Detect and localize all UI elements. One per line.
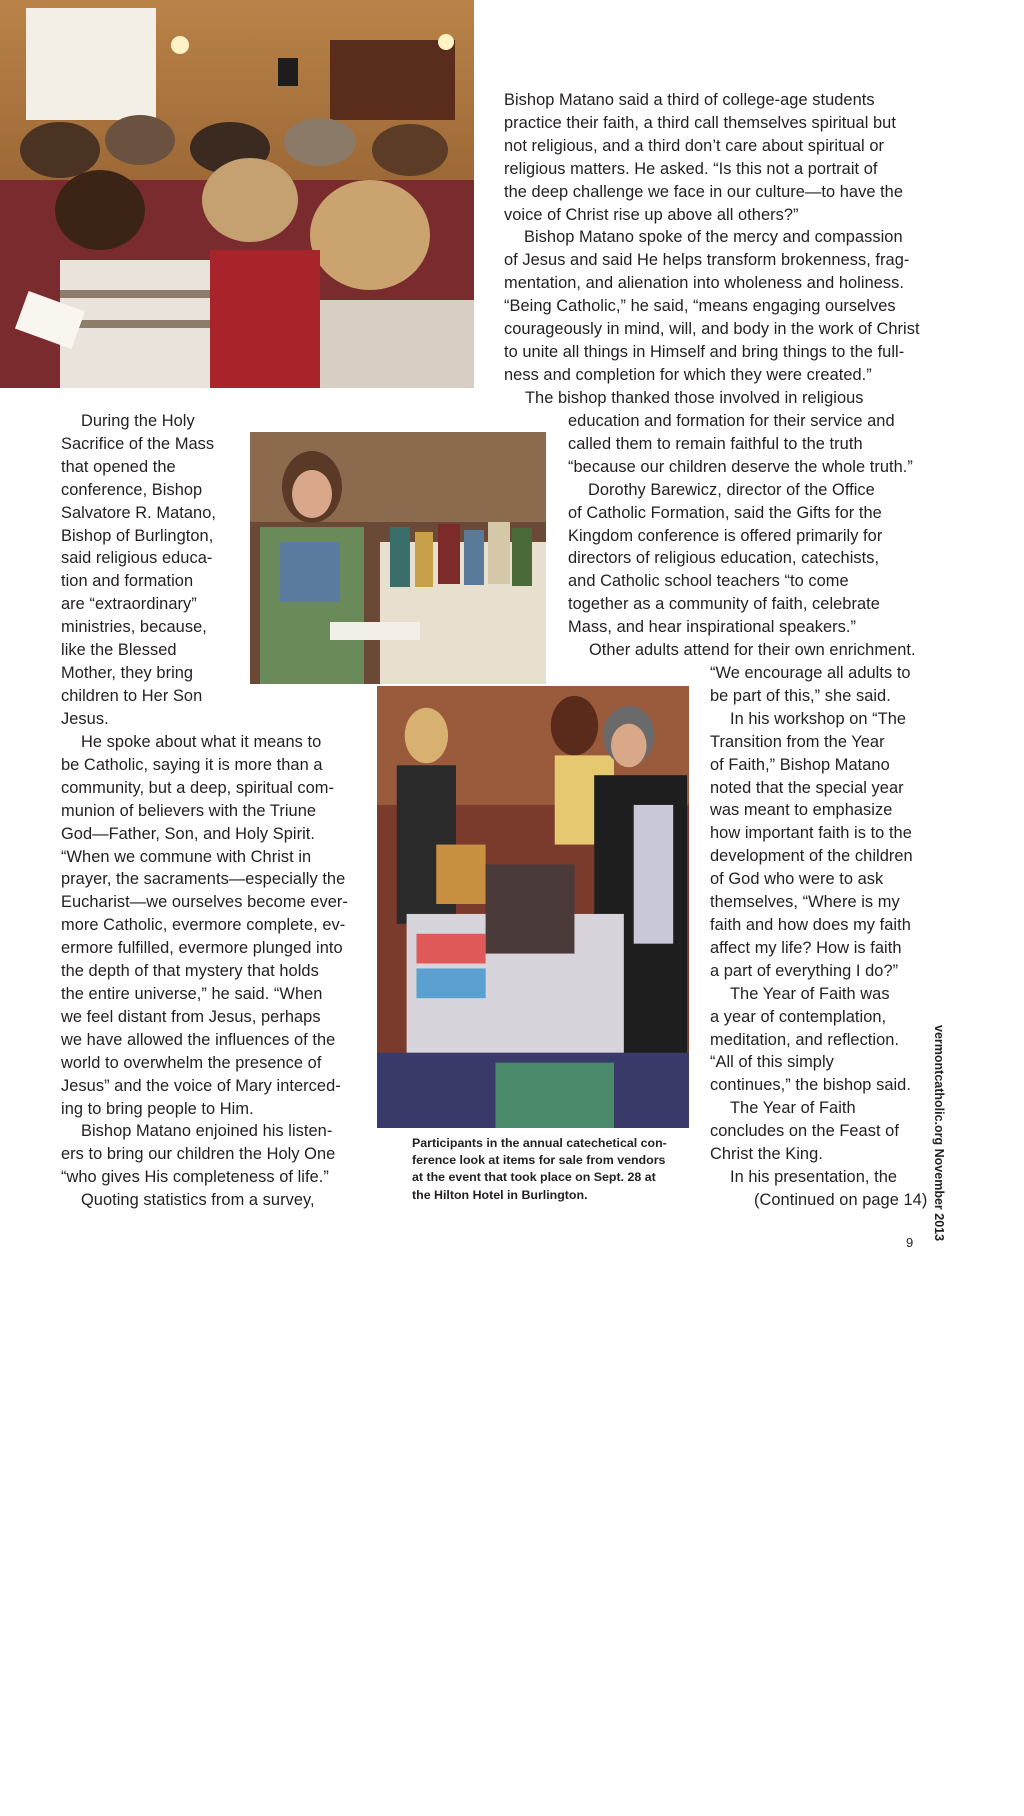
continued-note: (Continued on page 14)	[754, 1190, 928, 1209]
article-right-column-top	[504, 89, 924, 387]
paragraph-line: concludes on the Feast of	[710, 1122, 899, 1141]
article-left-column-bottom	[61, 731, 373, 1212]
paragraph-line: we feel distant from Jesus, perhaps	[61, 1007, 321, 1026]
paragraph-line: voice of Christ rise up above all others?”	[504, 205, 799, 224]
photo-credit: (Photos by Cori Fugere Urban)	[753, 1658, 765, 1816]
paragraph-line: of God who were to ask	[710, 870, 884, 889]
paragraph-line: of Jesus and said He helps transform brokenness, frag-	[504, 251, 910, 270]
article-left-column-top	[61, 410, 251, 731]
paragraph-line: Quoting statistics from a survey,	[81, 1191, 315, 1210]
paragraph-line: to unite all things in Himself and bring things to the full-	[504, 342, 905, 361]
paragraph-line: the deep challenge we face in our culture—to have the	[504, 182, 904, 201]
paragraph-line: prayer, the sacraments—especially the	[61, 870, 346, 889]
paragraph-line: community, but a deep, spiritual com-	[61, 778, 335, 797]
paragraph-line: a year of contemplation,	[710, 1007, 887, 1026]
paragraph-line: together as a community of faith, celebrate	[568, 595, 880, 614]
paragraph-line: “Being Catholic,” he said, “means engaging ourselves	[504, 297, 896, 316]
footer-site-date: vermontcatholic.org November 2013	[932, 1025, 946, 1242]
paragraph-line: Christ the King.	[710, 1145, 823, 1164]
paragraph-line: Mass, and hear inspirational speakers.”	[568, 618, 857, 637]
paragraph-line: ing to bring people to Him.	[61, 1099, 254, 1118]
paragraph-line: affect my life? How is faith	[710, 938, 902, 957]
paragraph-line: Salvatore R. Matano,	[61, 503, 216, 522]
paragraph-line: practice their faith, a third call themselves spiritual but	[504, 113, 896, 132]
paragraph-line: Mother, they bring	[61, 663, 194, 682]
paragraph-line: and Catholic school teachers “to come	[568, 572, 849, 591]
page-number: 9	[906, 1235, 914, 1250]
paragraph-line: Dorothy Barewicz, director of the Office	[588, 480, 875, 499]
paragraph-line: Bishop Matano spoke of the mercy and compassion	[524, 228, 903, 247]
paragraph-line: education and formation for their service and	[568, 412, 895, 430]
paragraph-line: noted that the special year	[710, 778, 904, 797]
paragraph-line: Other adults attend for their own enrichment.	[589, 641, 916, 659]
paragraph-line: the entire universe,” he said. “When	[61, 984, 323, 1003]
paragraph-line: Bishop Matano enjoined his listen-	[81, 1122, 333, 1141]
paragraph-line: In his presentation, the	[730, 1167, 898, 1186]
paragraph-line: world to overwhelm the presence of	[61, 1053, 322, 1072]
caption-line: Participants in the annual catechetical con-	[412, 1136, 667, 1150]
paragraph-line: Sacrifice of the Mass	[61, 434, 215, 453]
paragraph-line: “because our children deserve the whole truth.”	[568, 457, 913, 476]
paragraph-line: Transition from the Year	[710, 732, 885, 751]
paragraph-line: like the Blessed	[61, 641, 177, 660]
paragraph-line: the depth of that mystery that holds	[61, 962, 319, 981]
article-right-column-middle	[568, 410, 928, 639]
paragraph-line: be Catholic, saying it is more than a	[61, 755, 323, 774]
paragraph-line: be part of this,” she said.	[710, 686, 891, 705]
paragraph-line: Eucharist—we ourselves become ever-	[61, 893, 348, 912]
paragraph-line: was meant to emphasize	[710, 801, 893, 820]
paragraph-line: Jesus” and the voice of Mary interced-	[61, 1076, 341, 1095]
paragraph-line: ers to bring our children the Holy One	[61, 1145, 336, 1164]
paragraph-line: “who gives His completeness of life.”	[61, 1168, 329, 1187]
paragraph-line: a part of everything I do?”	[710, 961, 899, 980]
paragraph-line: The Year of Faith	[730, 1099, 856, 1118]
paragraph-line: In his workshop on “The	[730, 709, 907, 728]
photo-caption	[412, 1135, 697, 1204]
paragraph-line: directors of religious education, catechists,	[568, 549, 880, 568]
paragraph-line: mentation, and alienation into wholeness and holiness.	[504, 274, 904, 293]
paragraph-line: Bishop of Burlington,	[61, 526, 214, 545]
paragraph-line: themselves, “Where is my	[710, 893, 900, 912]
paragraph-line: that opened the	[61, 457, 176, 476]
paragraph-line: how important faith is to the	[710, 824, 912, 843]
paragraph-line: are “extraordinary”	[61, 595, 197, 614]
paragraph-line: of Faith,” Bishop Matano	[710, 755, 890, 774]
paragraph-line: conference, Bishop	[61, 480, 203, 499]
paragraph-line: Bishop Matano said a third of college-age students	[504, 91, 875, 109]
article-right-column-lower	[710, 662, 930, 1212]
paragraph-line: Kingdom conference is offered primarily for	[568, 526, 883, 545]
book-table-photo	[250, 432, 546, 684]
paragraph-line: During the Holy	[81, 412, 195, 430]
paragraph-line: children to Her Son	[61, 686, 203, 705]
paragraph-line: munion of believers with the Triune	[61, 801, 317, 820]
caption-line: ference look at items for sale from vendors	[412, 1153, 666, 1168]
caption-line: at the event that took place on Sept. 28 at	[412, 1170, 656, 1185]
paragraph-line: tion and formation	[61, 572, 194, 591]
paragraph-line: “When we commune with Christ in	[61, 847, 312, 866]
paragraph-line: God—Father, Son, and Holy Spirit.	[61, 824, 316, 843]
paragraph-line: ness and completion for which they were created.”	[504, 365, 872, 384]
paragraph-line: continues,” the bishop said.	[710, 1076, 911, 1095]
paragraph-line: faith and how does my faith	[710, 915, 911, 934]
paragraph-line: religious matters. He asked. “Is this not a portrait of	[504, 159, 878, 178]
paragraph-line: development of the children	[710, 847, 913, 866]
paragraph-line: The Year of Faith was	[730, 984, 890, 1003]
paragraph-line: “All of this simply	[710, 1053, 834, 1072]
paragraph-line: The bishop thanked those involved in religious	[525, 389, 864, 407]
paragraph-line: Jesus.	[61, 709, 109, 728]
paragraph-line: courageously in mind, will, and body in the work of Christ	[504, 320, 920, 339]
paragraph-line: said religious educa-	[61, 549, 213, 568]
paragraph-line: of Catholic Formation, said the Gifts for the	[568, 503, 882, 522]
paragraph-line: more Catholic, evermore complete, ev-	[61, 916, 346, 935]
paragraph-line: called them to remain faithful to the truth	[568, 434, 863, 453]
audience-photo	[0, 0, 474, 388]
paragraph-line: meditation, and reflection.	[710, 1030, 900, 1049]
paragraph-line: ermore fulfilled, evermore plunged into	[61, 939, 343, 958]
caption-line: the Hilton Hotel in Burlington.	[412, 1187, 588, 1202]
paragraph-line: we have allowed the influences of the	[61, 1030, 336, 1049]
paragraph-line: He spoke about what it means to	[81, 733, 322, 751]
paragraph-line: ministries, because,	[61, 618, 207, 637]
paragraph-line: “We encourage all adults to	[710, 664, 911, 682]
paragraph-line: not religious, and a third don’t care about spiritual or	[504, 136, 885, 155]
